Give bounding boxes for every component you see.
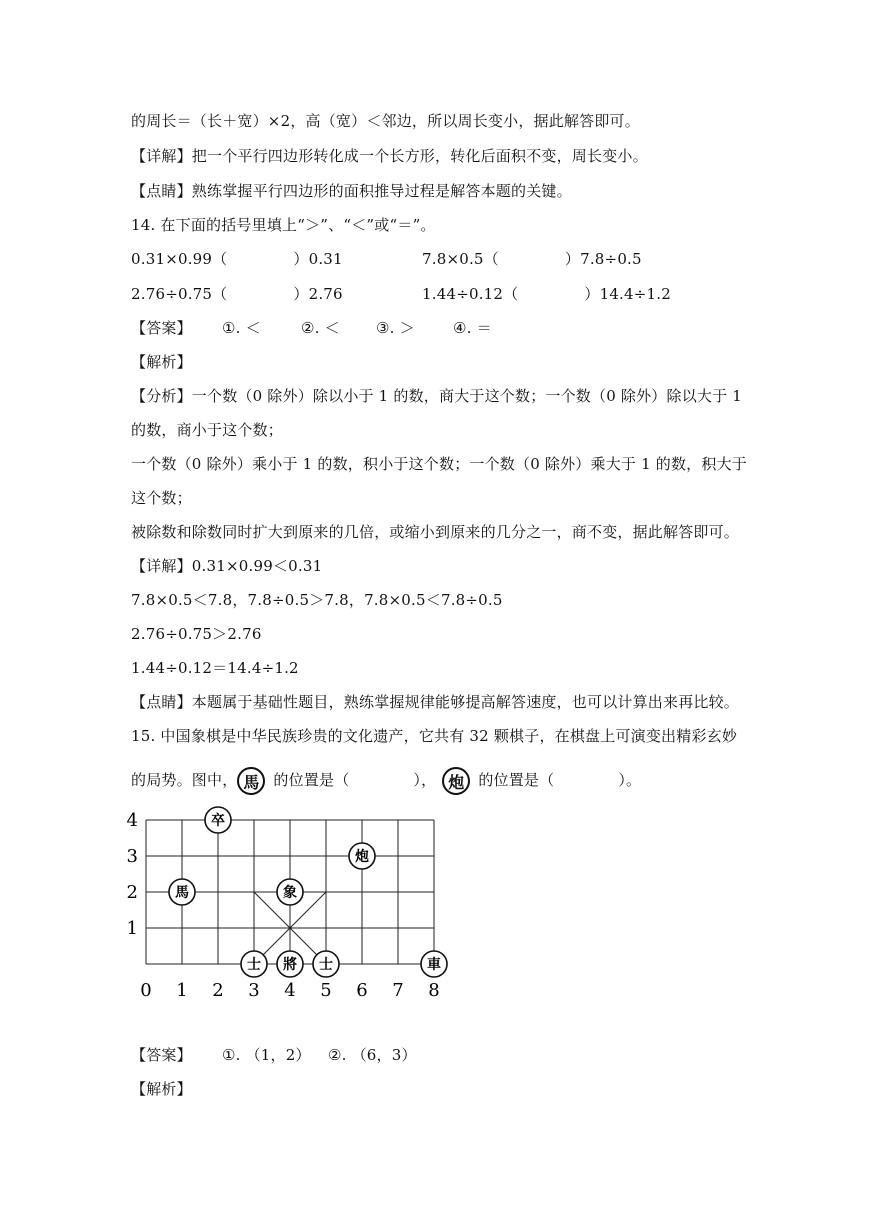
piece-label: 馬	[175, 885, 189, 901]
chess-piece	[277, 879, 303, 905]
text-line: 2.76÷0.75＞2.76	[131, 625, 262, 643]
x-axis-tick-label: 1	[176, 980, 188, 1001]
question-15-title: 15. 中国象棋是中华民族珍贵的文化遗产，它共有 32 颗棋子，在棋盘上可演变出精彩玄妙	[131, 727, 738, 745]
x-axis-tick-label: 6	[356, 980, 368, 1001]
q15-text: 的位置是（	[273, 771, 350, 789]
answer-label: 【答案】	[131, 319, 192, 337]
text-line: 【点睛】熟练掌握平行四边形的面积推导过程是解答本题的关键。	[131, 182, 572, 200]
q15-text: 的局势。图中，	[131, 771, 238, 789]
text-line: 一个数（0 除外）乘小于 1 的数，积小于这个数；一个数（0 除外）乘大于 1 的数，积大于	[131, 455, 747, 473]
text-line: 的数，商小于这个数；	[131, 421, 284, 439]
q14-expr: ）7.8÷0.5	[564, 250, 642, 268]
q14-expr: ）14.4÷1.2	[584, 285, 671, 303]
piece-label: 車	[427, 957, 441, 973]
text-line: 【点睛】本题属于基础性题目，熟练掌握规律能够提高解答速度，也可以计算出来再比较。	[131, 693, 740, 711]
q14-expr: ）2.76	[293, 285, 343, 303]
x-axis-tick-label: 3	[248, 980, 260, 1001]
x-axis-tick-label: 2	[212, 980, 224, 1001]
chess-piece	[205, 807, 231, 833]
text-line: 7.8×0.5＜7.8，7.8÷0.5＞7.8，7.8×0.5＜7.8÷0.5	[131, 591, 503, 609]
text-line: 的周长＝（长＋宽）×2，高（宽）＜邻边，所以周长变小，据此解答即可。	[131, 112, 640, 130]
piece-label: 士	[319, 957, 333, 973]
piece-label: 象	[283, 885, 297, 901]
text-line: 【详解】0.31×0.99＜0.31	[131, 557, 323, 575]
text-line: 这个数；	[131, 489, 192, 507]
text-line: 【详解】把一个平行四边形转化成一个长方形，转化后面积不变，周长变小。	[131, 147, 648, 165]
answer-label: 【答案】	[131, 1046, 192, 1064]
cannon-piece-icon: 炮	[442, 767, 470, 795]
chess-piece	[277, 951, 303, 977]
answer-item: ①. ＜	[222, 319, 261, 337]
x-axis-tick-label: 0	[140, 980, 152, 1001]
text-line: 1.44÷0.12＝14.4÷1.2	[131, 659, 299, 677]
text-line: 被除数和除数同时扩大到原来的几倍，或缩小到原来的几分之一，商不变，据此解答即可。	[131, 523, 740, 541]
answer-item: ②. ＜	[301, 319, 340, 337]
answer-item: ①. （1，2）	[222, 1046, 311, 1064]
x-axis-tick-label: 5	[320, 980, 332, 1001]
x-axis-tick-label: 7	[392, 980, 404, 1001]
q15-text: 的位置是（	[478, 771, 555, 789]
piece-label: 將	[283, 957, 297, 973]
chess-piece	[241, 951, 267, 977]
q15-text: ），	[413, 771, 437, 789]
answer-item: ③. ＞	[376, 319, 415, 337]
answer-item: ④. ＝	[453, 319, 492, 337]
y-axis-tick-label: 4	[126, 810, 138, 831]
analysis-label: 【解析】	[131, 353, 192, 371]
analysis-label: 【解析】	[131, 1080, 192, 1098]
chess-piece	[313, 951, 339, 977]
chess-piece	[349, 843, 375, 869]
question-14-title: 14. 在下面的括号里填上“＞”、“＜”或“＝”。	[131, 216, 436, 234]
piece-label: 炮	[355, 849, 369, 865]
q14-expr: 2.76÷0.75（	[131, 285, 228, 303]
q14-expr: 1.44÷0.12（	[422, 285, 519, 303]
q14-expr: ）0.31	[293, 250, 343, 268]
piece-label: 卒	[211, 813, 225, 829]
y-axis-tick-label: 3	[126, 846, 138, 867]
y-axis-tick-label: 1	[126, 918, 138, 939]
x-axis-tick-label: 8	[428, 980, 440, 1001]
x-axis-tick-label: 4	[284, 980, 296, 1001]
y-axis-tick-label: 2	[126, 882, 138, 903]
q14-expr: 7.8×0.5（	[422, 250, 499, 268]
piece-label: 士	[247, 957, 261, 973]
text-line: 【分析】一个数（0 除外）除以小于 1 的数，商大于这个数；一个数（0 除外）除以大于 1	[131, 387, 743, 405]
q15-text: ）。	[618, 771, 642, 789]
chess-piece	[421, 951, 447, 977]
q14-expr: 0.31×0.99（	[131, 250, 228, 268]
answer-item: ②. （6，3）	[328, 1046, 417, 1064]
horse-piece-icon: 馬	[237, 767, 265, 795]
chess-piece	[169, 879, 195, 905]
